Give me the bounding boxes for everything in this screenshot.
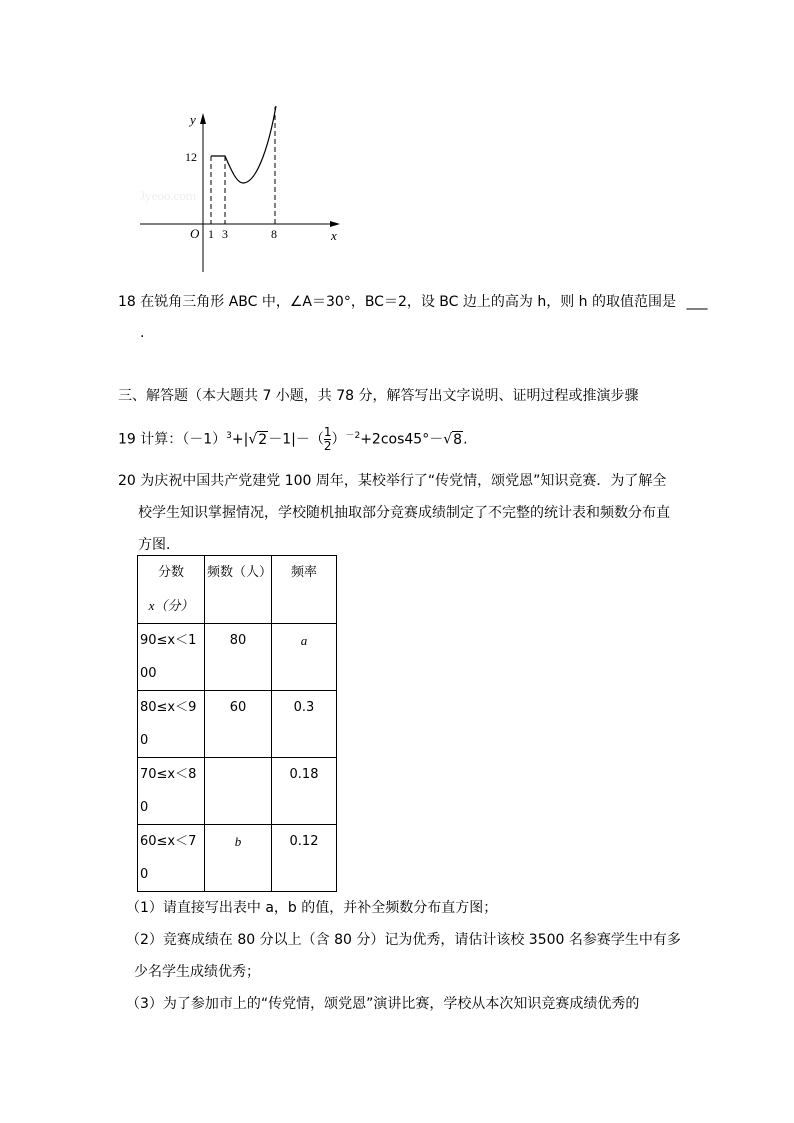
- question-18: [118, 291, 707, 311]
- fraction-half: $\frac{1}{2}$: [323, 425, 332, 454]
- x-tick-8: 8: [271, 227, 277, 241]
- freq-cell: 0.3: [272, 691, 337, 758]
- table-row: [138, 825, 337, 892]
- range: 90≤x＜1: [140, 633, 197, 648]
- x-tick-1: 1: [208, 227, 214, 241]
- sqrt-8: 8: [453, 431, 463, 448]
- sqrt-2: 2: [258, 431, 268, 448]
- range: 80≤x＜9: [140, 700, 197, 715]
- q19-text: +2cos45°－: [360, 431, 444, 448]
- count-cell: [205, 758, 272, 825]
- header-score-unit: x（分）: [148, 598, 194, 613]
- question-19: 19 计算：$(-1)^3+|√2-1|-$（ $\frac{1}{2}$ ）$^{-2}$+2cos45°－√8.: [118, 425, 468, 454]
- range: 70≤x＜8: [140, 767, 197, 782]
- count-cell: 80: [205, 624, 272, 691]
- dashed-guides: [211, 107, 275, 224]
- x-axis-label: x: [331, 228, 337, 243]
- y-axis-arrow: [200, 113, 206, 124]
- header-count: 频数（人）: [205, 556, 272, 624]
- q19-text: +|: [231, 431, 249, 448]
- range: 0: [140, 867, 149, 882]
- q18-end: .: [140, 325, 145, 341]
- y-tick-12: 12: [185, 150, 197, 164]
- header-frequency: 频率: [272, 556, 337, 624]
- range: 0: [140, 733, 149, 748]
- count-cell: 60: [205, 691, 272, 758]
- q20-line-1: 20 为庆祝中国共产党建党 100 周年，某校举行了“传党情，颂党恩”知识竞赛．为了解全: [118, 473, 667, 489]
- q20-line-2: 校学生知识掌握情况，学校随机抽取部分竞赛成绩制定了不完整的统计表和频数分布直: [138, 505, 670, 521]
- q19-text: ）: [331, 431, 346, 448]
- table-row: [138, 624, 337, 691]
- freq-cell: a: [272, 624, 337, 691]
- q20-sub-2a: （2）竞赛成绩在 80 分以上（含 80 分）记为优秀，请估计该校 3500 名参赛学生中有多: [126, 932, 681, 948]
- range: 60≤x＜7: [140, 834, 197, 849]
- q20-sub-3: （3）为了参加市上的“传党情，颂党恩”演讲比赛，学校从本次知识竞赛成绩优秀的: [126, 996, 640, 1012]
- freq-cell: 0.18: [272, 758, 337, 825]
- freq-cell: 0.12: [272, 825, 337, 892]
- q20-sub-2b: 少名学生成绩优秀；: [134, 964, 260, 980]
- answer-blank: ___: [686, 294, 708, 310]
- function-graph: [0, 0, 794, 290]
- header-score: 分数: [157, 565, 184, 580]
- q20-sub-1: （1）请直接写出表中 a，b 的值，并补全频数分布直方图；: [126, 900, 498, 916]
- table-row: [138, 691, 337, 758]
- q19-exp: －2: [345, 431, 361, 441]
- q19-prefix: 19 计算：（－1）: [118, 431, 227, 448]
- y-axis-label: y: [190, 112, 196, 127]
- table-row: [138, 758, 337, 825]
- x-axis-arrow: [330, 221, 340, 227]
- q18-text: 18 在锐角三角形 ABC 中，∠A＝30°，BC＝2，设 BC 边上的高为 h，则 h 的取值范围是: [118, 294, 676, 310]
- table-header-row: [138, 556, 337, 624]
- count-cell: b: [205, 825, 272, 892]
- range: 00: [140, 666, 157, 681]
- graph-watermark: Jyeoo.com: [140, 188, 196, 203]
- q20-line-3: 方图．: [138, 537, 180, 553]
- section-3-title: 三、解答题（本大题共 7 小题，共 78 分，解答写出文字说明、证明过程或推演步骤: [118, 388, 639, 404]
- q19-exp: 3: [226, 431, 232, 441]
- q19-text: －1|－（: [268, 431, 324, 448]
- origin-label: O: [190, 226, 200, 241]
- q19-end: .: [463, 431, 468, 448]
- range: 0: [140, 800, 149, 815]
- x-tick-3: 3: [222, 227, 228, 241]
- frequency-table: [137, 555, 337, 892]
- function-curve: [211, 106, 276, 183]
